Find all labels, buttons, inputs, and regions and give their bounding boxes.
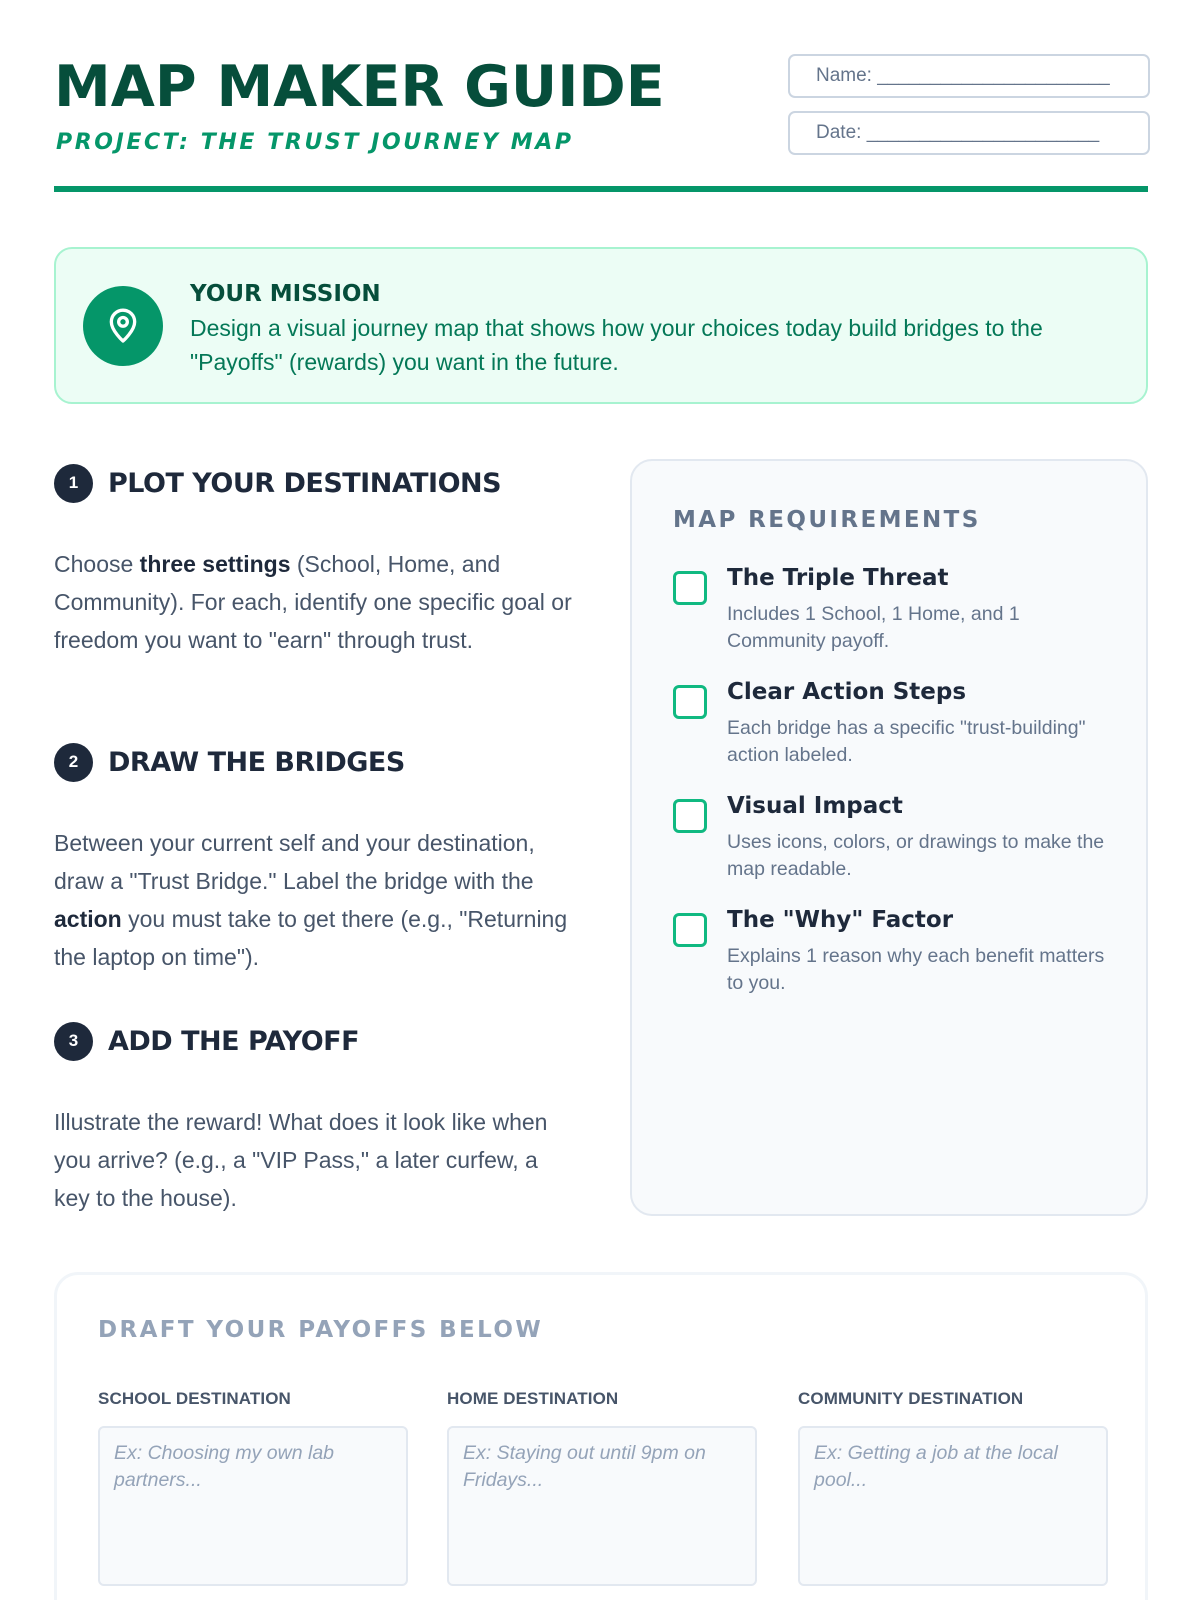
requirement-description: Explains 1 reason why each benefit matters to you. [727, 945, 1105, 994]
destination-label: HOME DESTINATION [447, 1389, 619, 1408]
requirement-name: The "Why" Factor [727, 907, 954, 933]
requirement-checkbox[interactable] [673, 913, 707, 947]
step-plot-destinations [54, 463, 574, 659]
page-header [54, 50, 1148, 196]
page-title: MAP MAKER GUIDE [54, 54, 665, 120]
requirement-description: Includes 1 School, 1 Home, and 1 Community payoff. [727, 603, 1020, 652]
mission-heading: YOUR MISSION [190, 281, 381, 307]
step-number-badge: 2 [54, 743, 93, 782]
community-destination [798, 1389, 1108, 1586]
home-destination [447, 1389, 757, 1586]
school-payoff-textarea[interactable]: Ex: Choosing my own lab partners... [98, 1426, 408, 1586]
step-description: Illustrate the reward! What does it look like when you arrive? (e.g., a "VIP Pass," a later curfew, a key to the house). [54, 1109, 548, 1211]
requirement-name: Clear Action Steps [727, 679, 967, 705]
draft-title: DRAFT YOUR PAYOFFS BELOW [98, 1317, 544, 1343]
requirement-checkbox[interactable] [673, 571, 707, 605]
step-title: PLOT YOUR DESTINATIONS [108, 467, 502, 499]
step-draw-bridges [54, 742, 574, 976]
step-title: DRAW THE BRIDGES [108, 746, 405, 778]
map-pin-icon [83, 286, 163, 366]
school-destination [98, 1389, 408, 1586]
step-title: ADD THE PAYOFF [108, 1025, 360, 1057]
step-description: Choose three settings (School, Home, and Community). For each, identify one specific goal or freedom you want to "earn" through trust. [54, 551, 572, 653]
requirement-name: The Triple Threat [727, 565, 949, 591]
destination-label: COMMUNITY DESTINATION [798, 1389, 1024, 1408]
header-divider [54, 186, 1148, 192]
requirement-description: Uses icons, colors, or drawings to make the map readable. [727, 831, 1105, 880]
requirements-title: MAP REQUIREMENTS [673, 507, 981, 533]
requirement-checkbox[interactable] [673, 799, 707, 833]
community-payoff-textarea[interactable]: Ex: Getting a job at the local pool... [798, 1426, 1108, 1586]
step-description: Between your current self and your destination, draw a "Trust Bridge." Label the bridge with the action you must take to get there (e.g., "Returning the laptop on time"). [54, 830, 568, 970]
destination-label: SCHOOL DESTINATION [98, 1389, 291, 1408]
page-subtitle: PROJECT: THE TRUST JOURNEY MAP [56, 130, 574, 155]
mission-box [54, 247, 1148, 404]
map-requirements-panel [630, 459, 1148, 1216]
mission-text: Design a visual journey map that shows how your choices today build bridges to the "Payoffs" (rewards) you want in the future. [190, 315, 1043, 375]
draft-payoffs-section [54, 1272, 1148, 1600]
requirement-checkbox[interactable] [673, 685, 707, 719]
step-add-payoff [54, 1021, 574, 1217]
step-number-badge: 1 [54, 464, 93, 503]
requirement-description: Each bridge has a specific "trust-building" action labeled. [727, 717, 1086, 766]
date-field[interactable]: Date: ______________________ [788, 111, 1150, 155]
requirement-name: Visual Impact [727, 793, 903, 819]
name-field[interactable]: Name: ______________________ [788, 54, 1150, 98]
home-payoff-textarea[interactable]: Ex: Staying out until 9pm on Fridays... [447, 1426, 757, 1586]
step-number-badge: 3 [54, 1022, 93, 1061]
